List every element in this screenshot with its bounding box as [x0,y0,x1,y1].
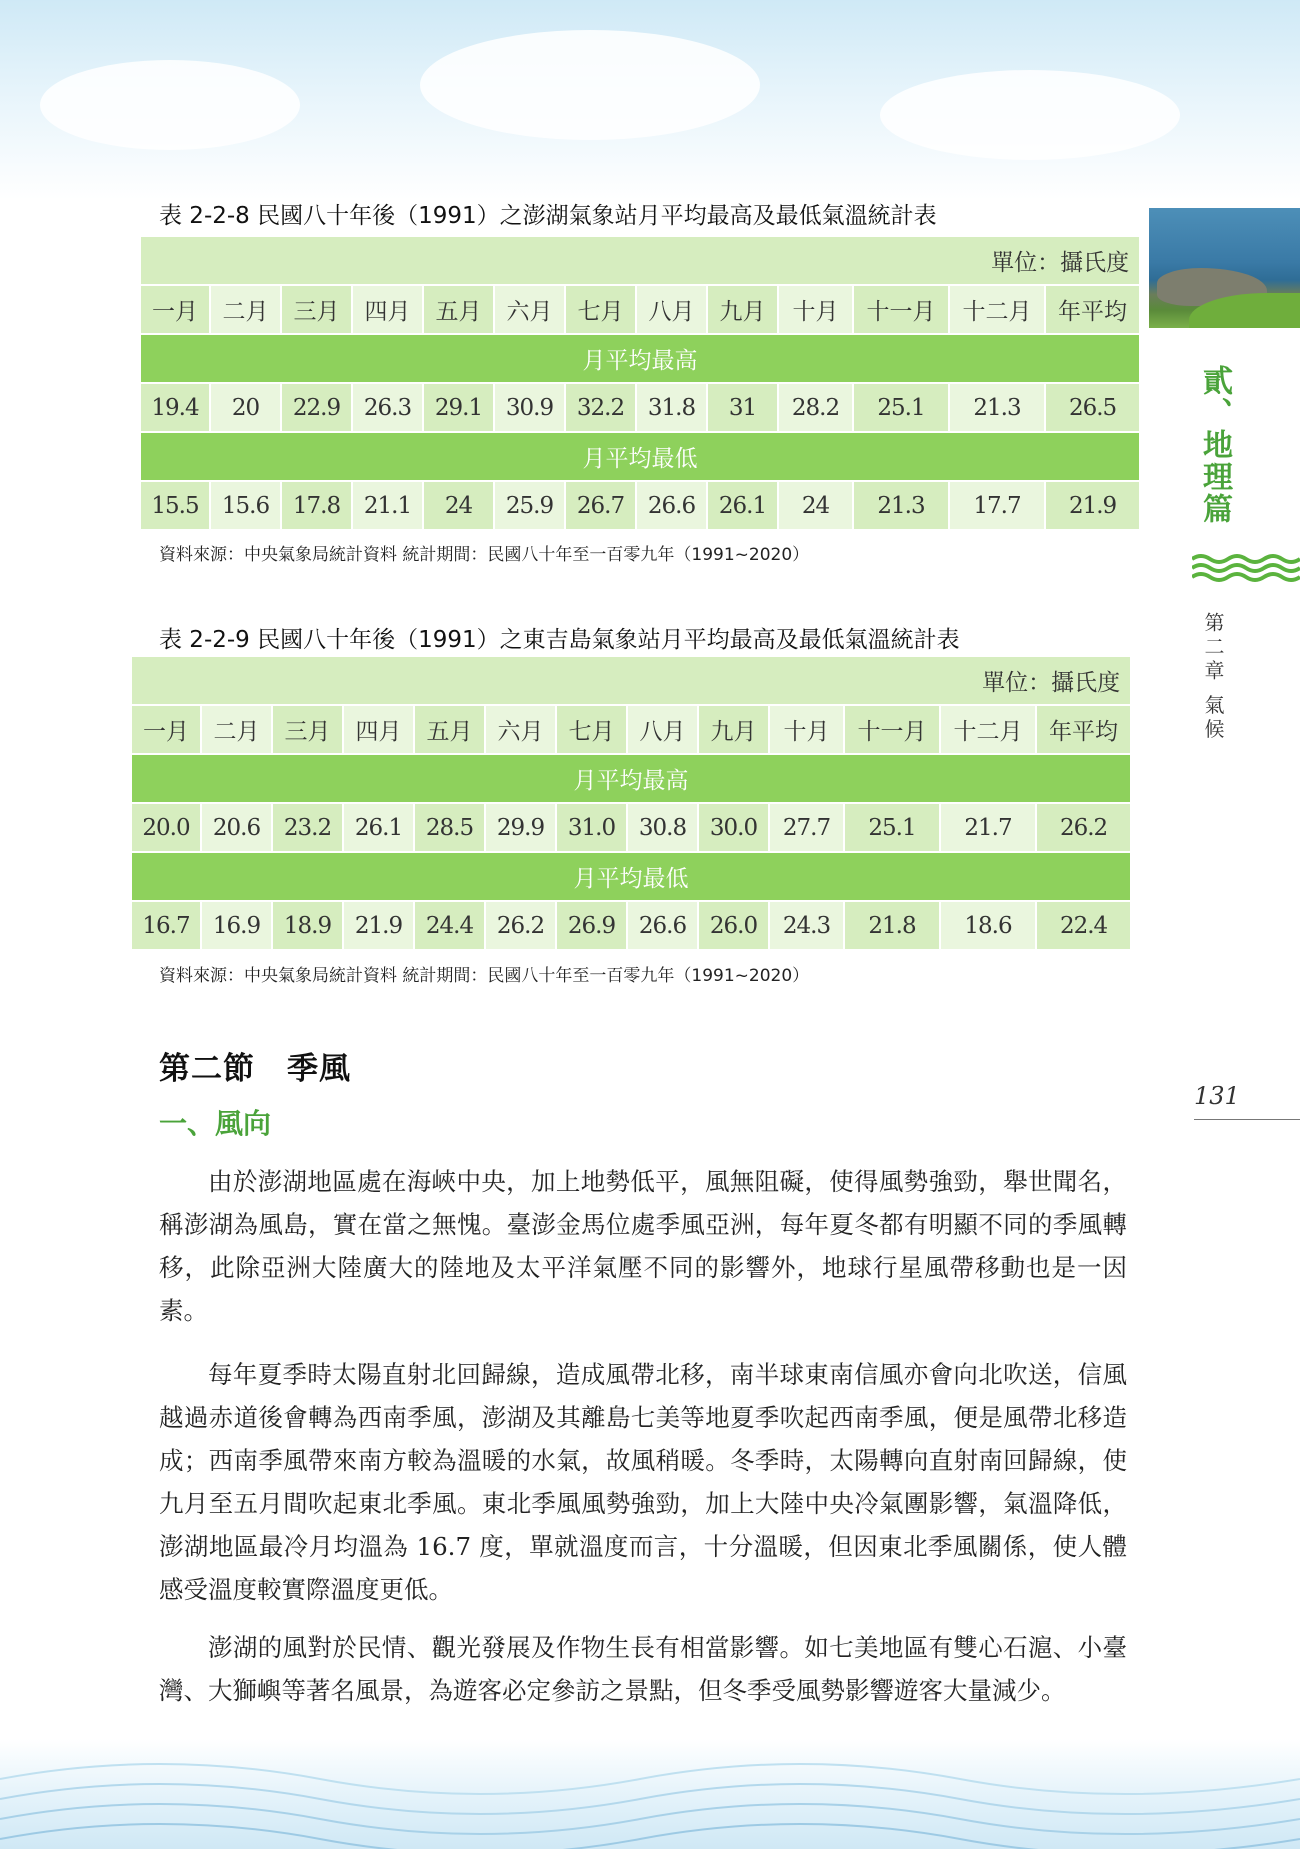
coastline-photo [1149,208,1300,328]
min-temp-cell: 25.9 [495,482,566,531]
table2-title: 表 2-2-9 民國八十年後（1991）之東吉島氣象站月平均最高及最低氣溫統計表 [159,627,960,653]
month-header-cell: 九月 [699,706,770,755]
month-header-cell: 十二月 [941,706,1037,755]
table2-min-row [132,902,1132,951]
body-paragraph: 由於澎湖地區處在海峽中央，加上地勢低平，風無阻礙，使得風勢強勁，舉世聞名，稱澎湖為風島，實在當之無愧。臺澎金馬位處季風亞洲，每年夏冬都有明顯不同的季風轉移，此除亞洲大陸廣大的陸地及太平洋氣壓不同的影響外，地球行星風帶移動也是一因素。 [159,1167,1127,1325]
table1-unit: 單位：攝氏度 [141,237,1141,286]
min-temp-cell: 24.3 [770,902,845,951]
table2-max-label: 月平均最高 [132,755,1132,804]
max-temp-cell: 21.7 [941,804,1037,853]
section-title: 第二節 季風 [159,1051,351,1087]
table2-source: 資料來源：中央氣象局統計資料 統計期間：民國八十年至一百零九年（1991~2020） [159,966,810,986]
table2 [132,657,1132,951]
table1-max-row [141,384,1141,433]
body-paragraph: 澎湖的風對於民情、觀光發展及作物生長有相當影響。如七美地區有雙心石滬、小臺灣、大獅嶼等著名風景，為遊客必定參訪之景點，但冬季受風勢影響遊客大量減少。 [159,1633,1127,1705]
table1 [141,237,1141,531]
min-temp-cell: 16.7 [132,902,202,951]
month-header-cell: 十一月 [845,706,941,755]
table2-min-label: 月平均最低 [132,853,1132,902]
max-temp-cell: 32.2 [566,384,637,433]
min-temp-cell: 18.6 [941,902,1037,951]
min-temp-cell: 24 [779,482,854,531]
min-temp-cell: 24 [424,482,495,531]
max-temp-cell: 30.8 [628,804,699,853]
min-temp-cell: 26.7 [566,482,637,531]
max-temp-cell: 26.1 [344,804,415,853]
month-header-cell: 年平均 [1046,286,1141,335]
month-header-cell: 十二月 [950,286,1046,335]
month-header-cell: 十一月 [854,286,950,335]
month-header-cell: 十月 [770,706,845,755]
max-temp-cell: 19.4 [141,384,211,433]
min-temp-cell: 17.8 [282,482,353,531]
table1-header-row [141,286,1141,335]
min-temp-cell: 21.8 [845,902,941,951]
sky-banner [0,0,1300,200]
min-temp-cell: 26.6 [637,482,708,531]
month-header-cell: 五月 [424,286,495,335]
min-temp-cell: 21.1 [353,482,424,531]
month-header-cell: 八月 [637,286,708,335]
table1-min-label: 月平均最低 [141,433,1141,482]
page-number: 131 [1194,1082,1240,1110]
page-number-rule [1194,1119,1300,1120]
max-temp-cell: 27.7 [770,804,845,853]
max-temp-cell: 25.1 [854,384,950,433]
min-temp-cell: 15.5 [141,482,211,531]
min-temp-cell: 15.6 [211,482,282,531]
cloud-decoration [40,60,300,150]
body-paragraph: 每年夏季時太陽直射北回歸線，造成風帶北移，南半球東南信風亦會向北吹送，信風越過赤道後會轉為西南季風，澎湖及其離島七美等地夏季吹起西南季風，便是風帶北移造成；西南季風帶來南方較為溫暖的水氣，故風稍暖。冬季時，太陽轉向直射南回歸線，使九月至五月間吹起東北季風。東北季風風勢強勁，加上大陸中央冷氣團影響，氣溫降低，澎湖地區最冷月均溫為 16.7 度，單就溫度而言，十分溫暖，但因東北季風關係，使人體感受溫度較實際溫度更低。 [159,1360,1127,1604]
table2-header-row [132,706,1132,755]
table1-min-row [141,482,1141,531]
max-temp-cell: 26.2 [1037,804,1132,853]
max-temp-cell: 20.6 [202,804,273,853]
max-temp-cell: 31 [708,384,779,433]
min-temp-cell: 21.3 [854,482,950,531]
max-temp-cell: 31.8 [637,384,708,433]
min-temp-cell: 17.7 [950,482,1046,531]
min-temp-cell: 18.9 [273,902,344,951]
month-header-cell: 二月 [202,706,273,755]
max-temp-cell: 26.5 [1046,384,1141,433]
max-temp-cell: 29.9 [486,804,557,853]
month-header-cell: 十月 [779,286,854,335]
month-header-cell: 七月 [566,286,637,335]
month-header-cell: 一月 [141,286,211,335]
max-temp-cell: 30.9 [495,384,566,433]
max-temp-cell: 31.0 [557,804,628,853]
cloud-decoration [880,70,1180,160]
month-header-cell: 四月 [353,286,424,335]
min-temp-cell: 16.9 [202,902,273,951]
max-temp-cell: 29.1 [424,384,495,433]
max-temp-cell: 26.3 [353,384,424,433]
chapter-label: 第二章 氣候 [1201,612,1225,743]
month-header-cell: 三月 [273,706,344,755]
table1-source: 資料來源：中央氣象局統計資料 統計期間：民國八十年至一百零九年（1991~2020） [159,545,810,565]
section-subtitle: 一、風向 [159,1107,272,1140]
min-temp-cell: 26.6 [628,902,699,951]
min-temp-cell: 26.1 [708,482,779,531]
wave-icon [1192,553,1300,583]
month-header-cell: 四月 [344,706,415,755]
min-temp-cell: 26.9 [557,902,628,951]
month-header-cell: 五月 [415,706,486,755]
min-temp-cell: 21.9 [344,902,415,951]
min-temp-cell: 21.9 [1046,482,1141,531]
max-temp-cell: 20 [211,384,282,433]
max-temp-cell: 23.2 [273,804,344,853]
max-temp-cell: 22.9 [282,384,353,433]
month-header-cell: 六月 [486,706,557,755]
min-temp-cell: 24.4 [415,902,486,951]
max-temp-cell: 25.1 [845,804,941,853]
max-temp-cell: 28.2 [779,384,854,433]
month-header-cell: 九月 [708,286,779,335]
month-header-cell: 二月 [211,286,282,335]
part-tab: 貳、地理篇 [1197,365,1232,525]
month-header-cell: 三月 [282,286,353,335]
month-header-cell: 一月 [132,706,202,755]
month-header-cell: 八月 [628,706,699,755]
table2-max-row [132,804,1132,853]
table1-max-label: 月平均最高 [141,335,1141,384]
max-temp-cell: 30.0 [699,804,770,853]
max-temp-cell: 21.3 [950,384,1046,433]
table2-unit: 單位：攝氏度 [132,657,1132,706]
max-temp-cell: 28.5 [415,804,486,853]
max-temp-cell: 20.0 [132,804,202,853]
min-temp-cell: 22.4 [1037,902,1132,951]
month-header-cell: 六月 [495,286,566,335]
min-temp-cell: 26.0 [699,902,770,951]
min-temp-cell: 26.2 [486,902,557,951]
month-header-cell: 七月 [557,706,628,755]
cloud-decoration [420,30,760,140]
month-header-cell: 年平均 [1037,706,1132,755]
wave-footer-decoration [0,1739,1300,1849]
table1-title: 表 2-2-8 民國八十年後（1991）之澎湖氣象站月平均最高及最低氣溫統計表 [159,203,937,229]
